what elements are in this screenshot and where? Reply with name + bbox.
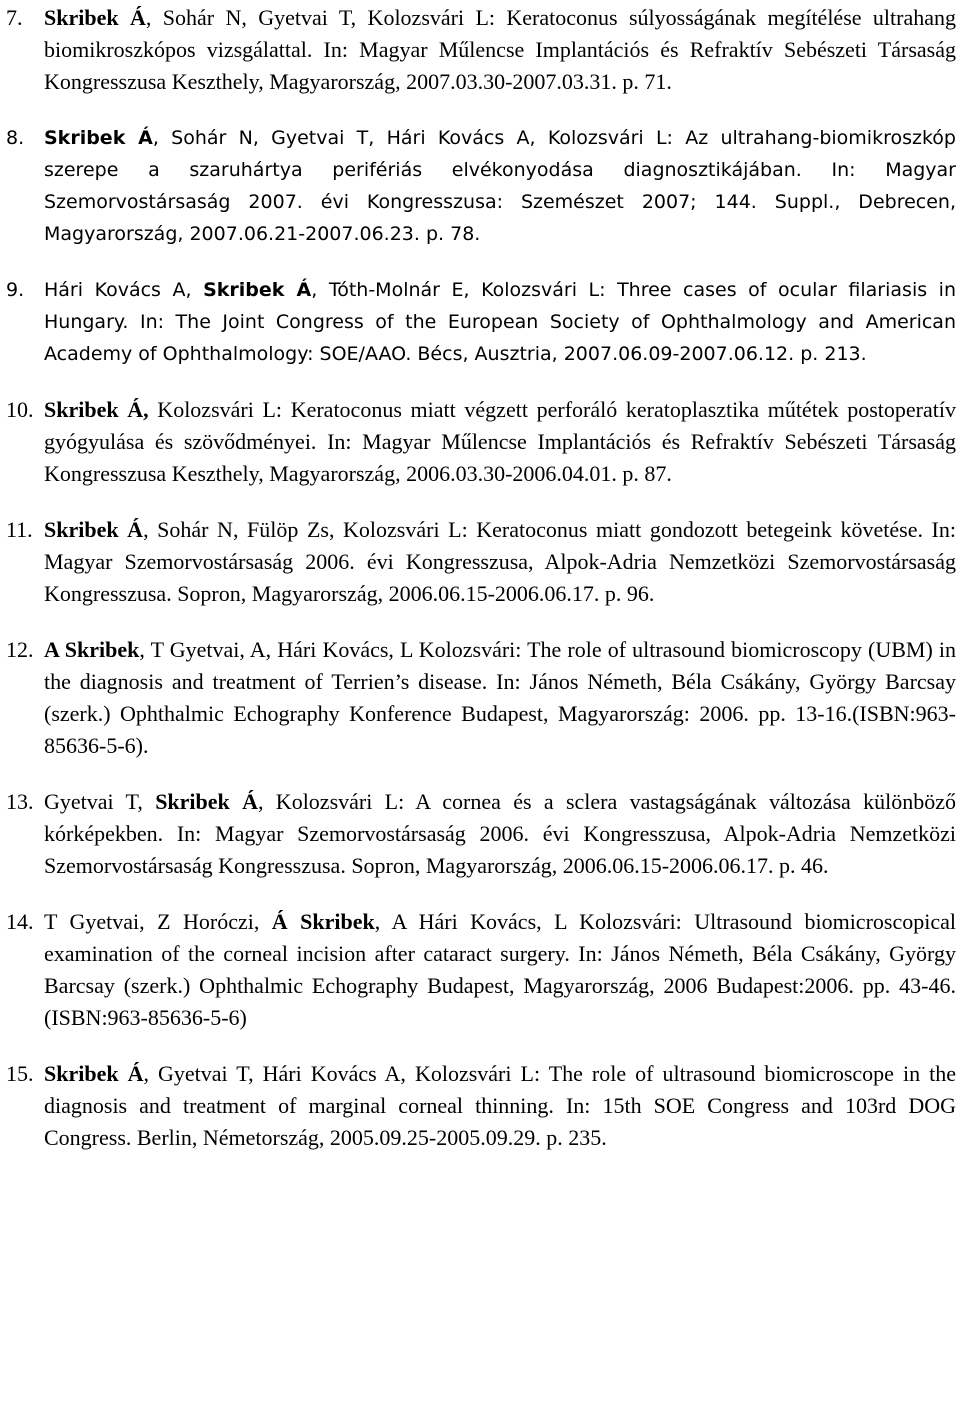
author-name-bold: Skribek Á xyxy=(44,517,144,542)
citation-text: , T Gyetvai, A, Hári Kovács, L Kolozsvári: The role of ultrasound biomicroscopy (UBM) in the diagnosis and treatment of Terrien’s disease. In: János Németh, Béla Csákány, György Barcsay (szerk.) Ophthalmic Echography Konference Budapest, Magyarország: 2006. pp. 13-16.(ISBN:963-85636-5-6). xyxy=(44,637,956,758)
author-name-bold: Skribek Á xyxy=(155,789,258,814)
author-name-bold: Skribek Á, xyxy=(44,397,149,422)
entry-number: 11. xyxy=(6,517,33,542)
reference-entry-8 xyxy=(0,122,956,250)
reference-entry-13 xyxy=(0,786,956,882)
reference-entry-12 xyxy=(0,634,956,762)
entry-number: 15. xyxy=(6,1061,34,1086)
entry-number: 7. xyxy=(6,5,23,30)
author-name-bold: Skribek Á xyxy=(44,1061,144,1086)
citation-text: , Gyetvai T, Hári Kovács A, Kolozsvári L: The role of ultrasound biomicroscope in the diagnosis and treatment of marginal corneal thinning. In: 15th SOE Congress and 103rd DOG Congress. Berlin, Németország, 2005.09.25-2005.09.29. p. 235. xyxy=(44,1061,956,1150)
author-name-bold: Skribek Á xyxy=(203,279,312,301)
author-name-bold: Skribek Á xyxy=(44,5,146,30)
citation-text: Hári Kovács A, xyxy=(44,279,204,301)
reference-entry-10 xyxy=(0,394,956,490)
citation-text: , Sohár N, Gyetvai T, Hári Kovács A, Kolozsvári L: Az ultrahang-biomikroszkóp szerepe a szaruhártya perifériás elvékonyodása diagnosztikájában. In: Magyar Szemorvostársaság 2007. évi Kongresszusa: Szemészet 2007; 144. Suppl., Debrecen, Magyarország, 2007.06.21-2007.06.23. p. 78. xyxy=(44,127,956,245)
author-name-bold: Á Skribek xyxy=(271,909,375,934)
citation-text: Kolozsvári L: Keratoconus miatt végzett perforáló keratoplasztika műtétek postoperatív gyógyulása és szövődményei. In: Magyar Műlencse Implantációs és Refraktív Sebészeti Társaság Kongresszusa Keszthely, Magyarország, 2006.03.30-2006.04.01. p. 87. xyxy=(44,397,956,486)
citation-text: , Sohár N, Fülöp Zs, Kolozsvári L: Keratoconus miatt gondozott betegeink követése. In: Magyar Szemorvostársaság 2006. évi Kongresszusa, Alpok-Adria Nemzetközi Szemorvostársaság Kongresszusa. Sopron, Magyarország, 2006.06.15-2006.06.17. p. 96. xyxy=(44,517,956,606)
citation-text: , Kolozsvári L: A cornea és a sclera vastagságának változása különböző kórképekben. In: Magyar Szemorvostársaság 2006. évi Kongresszusa, Alpok-Adria Nemzetközi Szemorvostársaság Kongresszusa. Sopron, Magyarország, 2006.06.15-2006.06.17. p. 46. xyxy=(44,789,956,878)
reference-entry-7 xyxy=(0,2,956,98)
citation-text: , Tóth-Molnár E, Kolozsvári L: Three cases of ocular filariasis in Hungary. In: The Joint Congress of the European Society of Ophthalmology and American Academy of Ophthalmology: SOE/AAO. Bécs, Ausztria, 2007.06.09-2007.06.12. p. 213. xyxy=(44,279,956,365)
reference-entry-15 xyxy=(0,1058,956,1154)
entry-number: 8. xyxy=(6,127,25,149)
entry-number: 13. xyxy=(6,789,34,814)
entry-number: 12. xyxy=(6,637,34,662)
citation-text: Gyetvai T, xyxy=(44,789,156,814)
citation-text: , Sohár N, Gyetvai T, Kolozsvári L: Keratoconus súlyosságának megítélése ultrahang biomikroszkópos vizsgálattal. In: Magyar Műlencse Implantációs és Refraktív Sebészeti Társaság Kongresszusa Keszthely, Magyarország, 2007.03.30-2007.03.31. p. 71. xyxy=(44,5,956,94)
entry-number: 14. xyxy=(6,909,34,934)
author-name-bold: A Skribek xyxy=(44,637,140,662)
author-name-bold: Skribek Á xyxy=(44,127,153,149)
citation-text: T Gyetvai, Z Horóczi, xyxy=(44,909,272,934)
reference-entry-9 xyxy=(0,274,956,370)
citation-text: , A Hári Kovács, L Kolozsvári: Ultrasound biomicroscopical examination of the corneal incision after cataract surgery. In: János Németh, Béla Csákány, György Barcsay (szerk.) Ophthalmic Echography Budapest, Magyarország, 2006 Budapest:2006. pp. 43-46. (ISBN:963-85636-5-6) xyxy=(44,909,956,1030)
entry-number: 9. xyxy=(6,279,25,301)
entry-number: 10. xyxy=(6,397,34,422)
reference-entry-14 xyxy=(0,906,956,1034)
reference-entry-11 xyxy=(0,514,956,610)
